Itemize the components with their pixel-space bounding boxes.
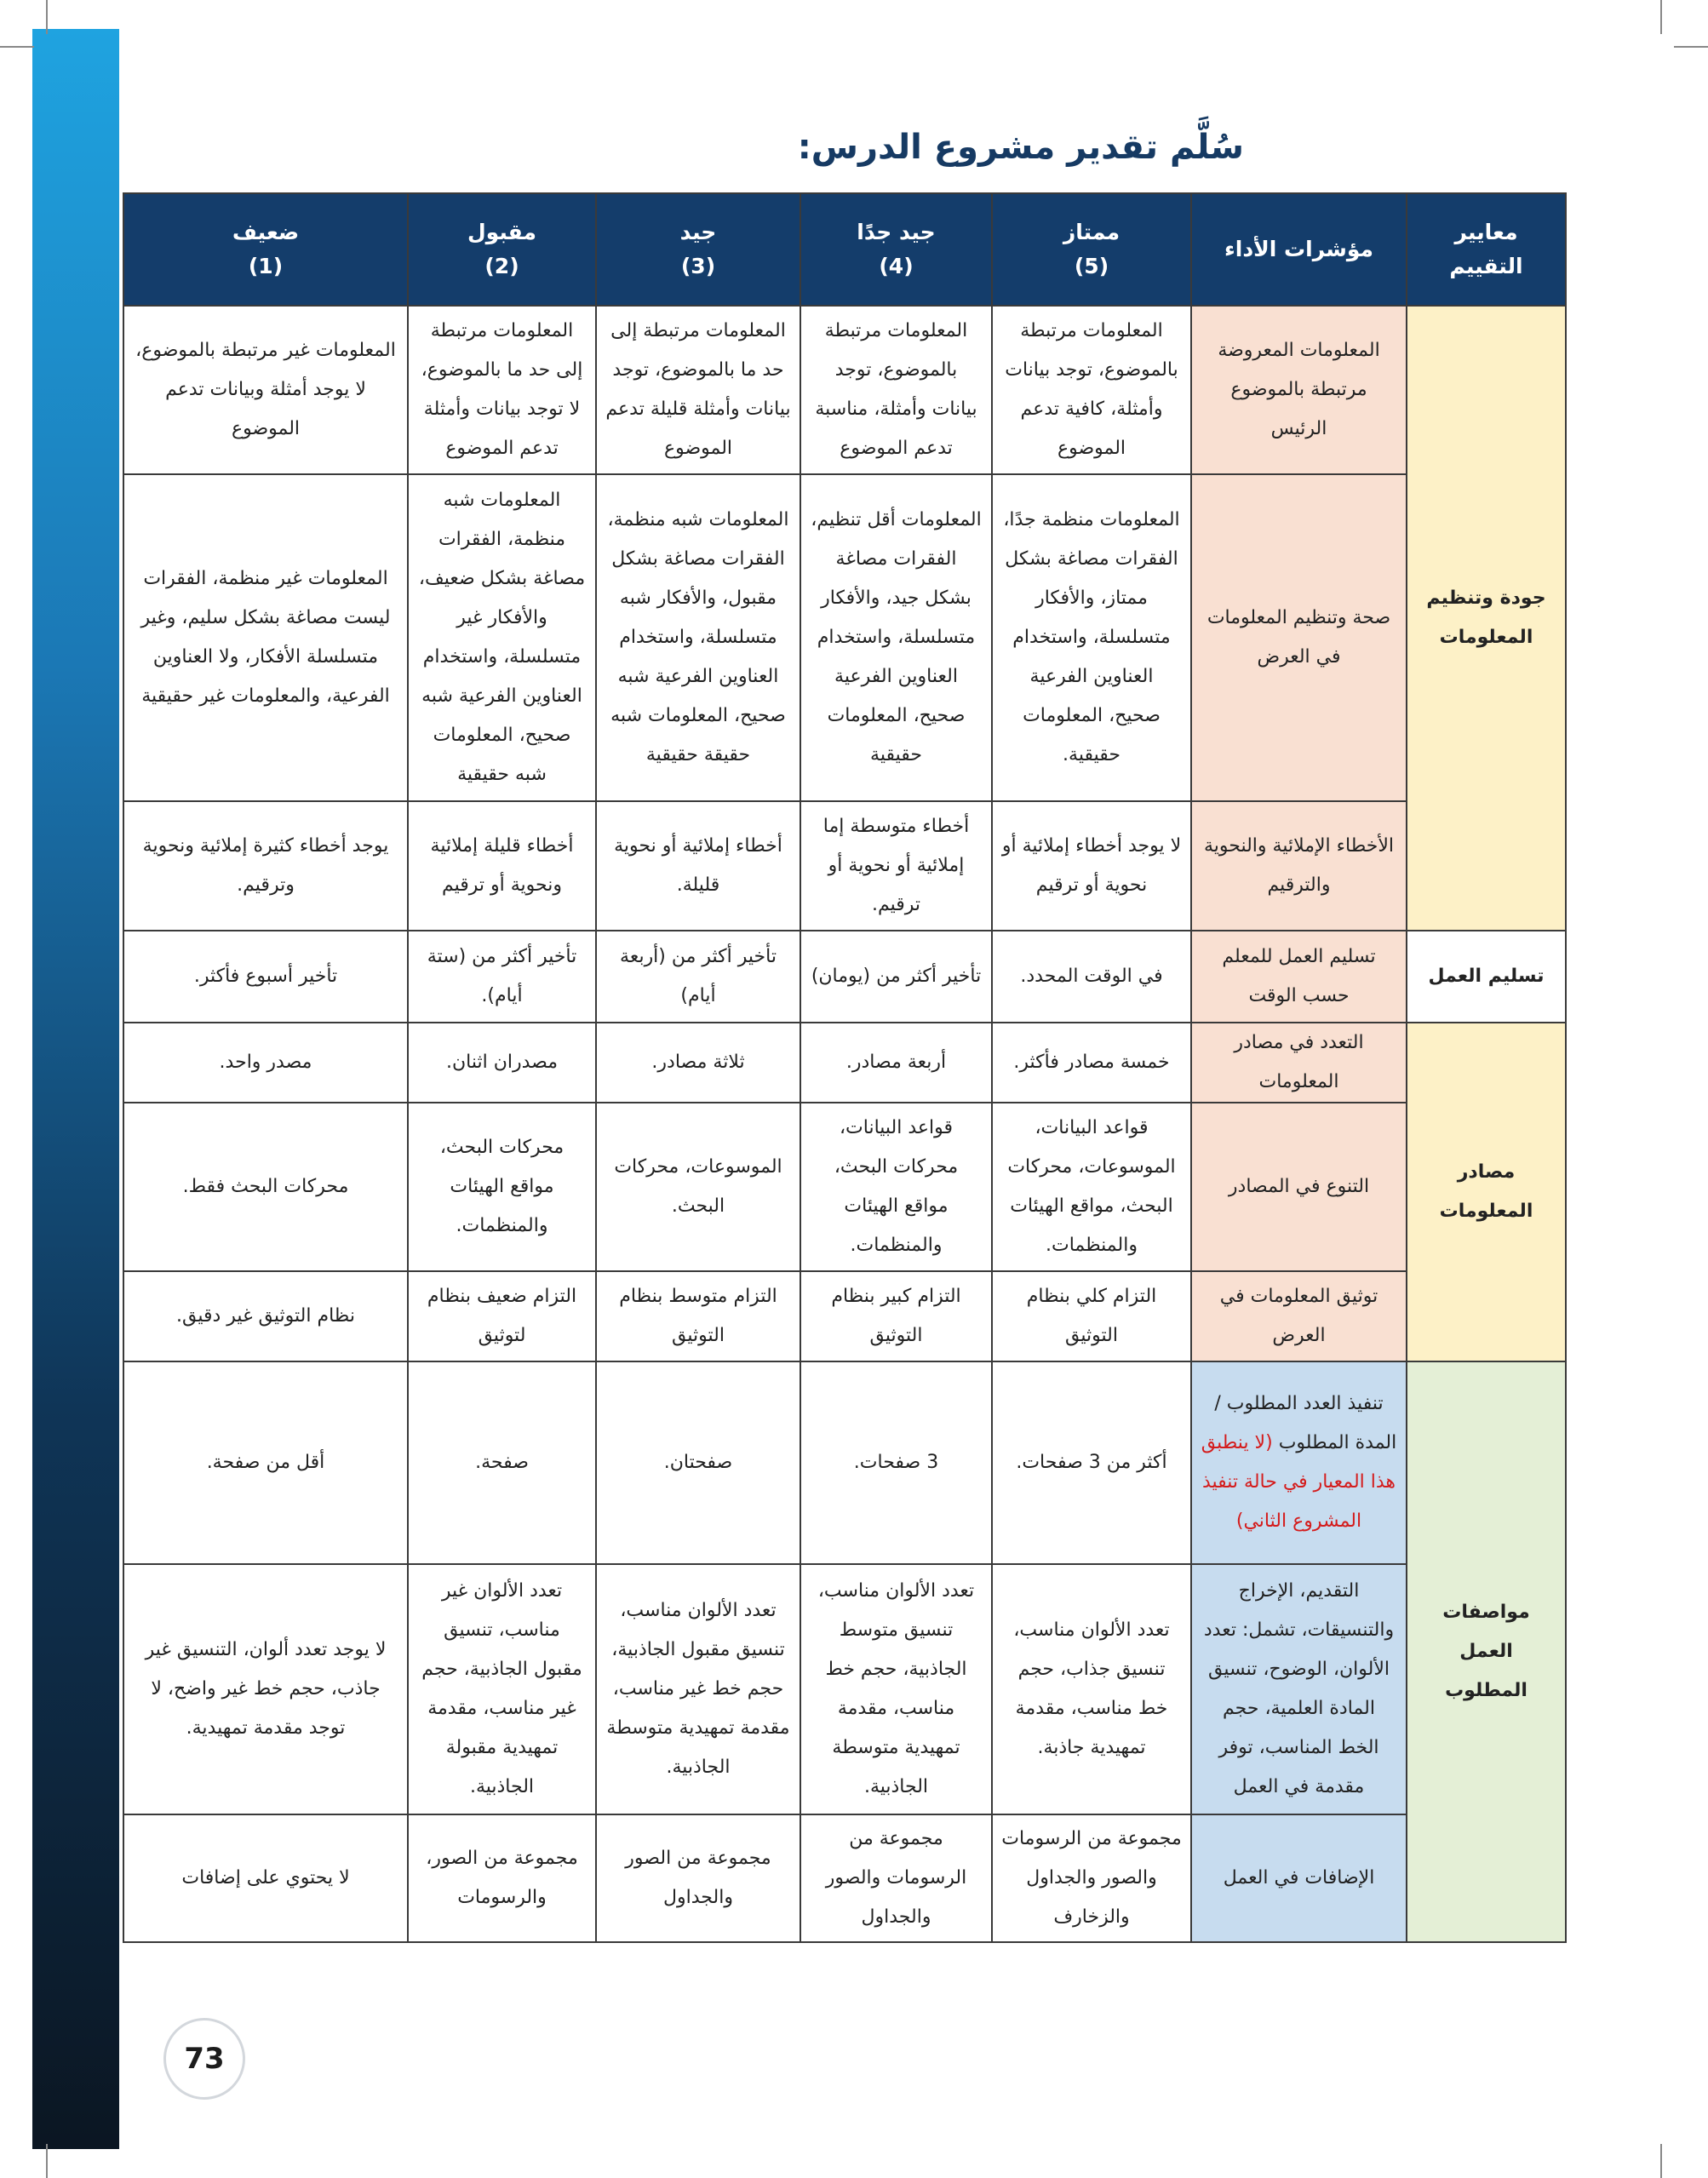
rating-cell: لا يحتوي على إضافات (123, 1814, 408, 1942)
rating-cell: تعدد الألوان مناسب، تنسيق جذاب، حجم خط مناسب، مقدمة تمهيدية جاذبة. (992, 1564, 1191, 1814)
rating-cell: المعلومات شبه منظمة، الفقرات مصاغة بشكل مقبول، والأفكار شبه متسلسلة، واستخدام العناوين الفرعية شبه صحيح، المعلومات شبه حقيقة حقيقية (596, 474, 800, 801)
rating-cell: مجموعة من الرسومات والصور والجداول والزخارف (992, 1814, 1191, 1942)
indicator-cell: المعلومات المعروضة مرتبطة بالموضوع الرئيس (1191, 306, 1407, 474)
rating-cell: يوجد أخطاء كثيرة إملائية ونحوية وترقيم. (123, 801, 408, 931)
rating-cell: أكثر من 3 صفحات. (992, 1361, 1191, 1564)
rating-cell: تأخير أكثر من (يومان) (800, 931, 992, 1023)
rating-cell: تأخير أكثر من (أربعة أيام) (596, 931, 800, 1023)
criterion-info-quality: جودة وتنظيم المعلومات (1407, 306, 1566, 931)
indicator-cell: التنوع في المصادر (1191, 1103, 1407, 1271)
rating-cell: التزام ضعيف بنظام لتوثيق (408, 1271, 596, 1361)
header-level-weak: ضعيف (1) (123, 193, 408, 306)
indicator-cell: التقديم، الإخراج والتنسيقات، تشمل: تعدد الألوان، الوضوح، تنسيق المادة العلمية، حجم الخط المناسب، توفر مقدمة في العمل (1191, 1564, 1407, 1814)
rating-cell: محركات البحث، مواقع الهيئات والمنظمات. (408, 1103, 596, 1271)
indicator-cell: الأخطاء الإملائية والنحوية والترقيم (1191, 801, 1407, 931)
decorative-sidebar (32, 29, 119, 2149)
indicator-cell: الإضافات في العمل (1191, 1814, 1407, 1942)
rating-cell: أخطاء إملائية أو نحوية قليلة. (596, 801, 800, 931)
criterion-sources: مصادر المعلومات (1407, 1023, 1566, 1361)
rating-cell: أربعة مصادر. (800, 1023, 992, 1103)
table-row (123, 931, 1566, 1023)
table-row (123, 1814, 1566, 1942)
rating-cell: المعلومات مرتبطة إلى حد ما بالموضوع، توجد بيانات وأمثلة قليلة تدعم الموضوع (596, 306, 800, 474)
rating-cell: تعدد الألوان غير مناسب، تنسيق مقبول الجاذبية، حجم غير مناسب، مقدمة تمهيدية مقبولة الجاذبية. (408, 1564, 596, 1814)
crop-mark (46, 2144, 48, 2178)
crop-mark (1660, 2144, 1662, 2178)
rating-cell: مصدر واحد. (123, 1023, 408, 1103)
rating-cell: المعلومات أقل تنظيم، الفقرات مصاغة بشكل جيد، والأفكار متسلسلة، واستخدام العناوين الفرعية صحيح، المعلومات حقيقية (800, 474, 992, 801)
table-row (123, 1103, 1566, 1271)
rating-cell: صفحة. (408, 1361, 596, 1564)
rating-cell: قواعد البيانات، الموسوعات، محركات البحث، مواقع الهيئات والمنظمات. (992, 1103, 1191, 1271)
rating-cell: لا يوجد أخطاء إملائية أو نحوية أو ترقيم (992, 801, 1191, 931)
rating-cell: نظام التوثيق غير دقيق. (123, 1271, 408, 1361)
rating-cell: قواعد البيانات، محركات البحث، مواقع الهيئات والمنظمات. (800, 1103, 992, 1271)
rating-cell: المعلومات مرتبطة إلى حد ما بالموضوع، لا توجد بيانات وأمثلة تدعم الموضوع (408, 306, 596, 474)
table-row (123, 306, 1566, 474)
rating-cell: مصدران اثنان. (408, 1023, 596, 1103)
rating-cell: مجموعة من الصور والجداول (596, 1814, 800, 1942)
indicator-cell: توثيق المعلومات في العرض (1191, 1271, 1407, 1361)
indicator-cell: تنفيذ العدد المطلوب / المدة المطلوب (لا ينطبق هذا المعيار في حالة تنفيذ المشروع الثاني) (1191, 1361, 1407, 1564)
crop-mark (1674, 46, 1708, 48)
rating-cell: مجموعة من الرسومات والصور والجداول (800, 1814, 992, 1942)
rating-cell: الموسوعات، محركات البحث. (596, 1103, 800, 1271)
crop-mark (0, 46, 34, 48)
rubric-table (123, 192, 1567, 1943)
header-level-good: جيد (3) (596, 193, 800, 306)
rating-cell: صفحتان. (596, 1361, 800, 1564)
table-row (123, 801, 1566, 931)
rating-cell: خمسة مصادر فأكثر. (992, 1023, 1191, 1103)
rating-cell: أخطاء قليلة إملائية ونحوية أو ترقيم (408, 801, 596, 931)
rating-cell: المعلومات منظمة جدًا، الفقرات مصاغة بشكل ممتاز، والأفكار متسلسلة، واستخدام العناوين الفرعية صحيح، المعلومات حقيقية. (992, 474, 1191, 801)
page-number: 73 (163, 2018, 245, 2100)
rating-cell: تعدد الألوان مناسب، تنسيق مقبول الجاذبية، حجم خط غير مناسب، مقدمة تمهيدية متوسطة الجاذبية. (596, 1564, 800, 1814)
rating-cell: المعلومات غير منظمة، الفقرات ليست مصاغة بشكل سليم، وغير متسلسلة الأفكار، ولا العناوين الفرعية، والمعلومات غير حقيقية (123, 474, 408, 801)
indicator-cell: التعدد في مصادر المعلومات (1191, 1023, 1407, 1103)
criterion-submission: تسليم العمل (1407, 931, 1566, 1023)
page-title: سُلَّم تقدير مشروع الدرس: (797, 128, 1244, 167)
rating-cell: أخطاء متوسطة إما إملائية أو نحوية أو ترقيم. (800, 801, 992, 931)
rating-cell: تأخير أسبوع فأكثر. (123, 931, 408, 1023)
table-row (123, 1361, 1566, 1564)
crop-mark (46, 0, 48, 34)
indicator-note: (لا ينطبق هذا المعيار في حالة تنفيذ المشروع الثاني) (1201, 1432, 1396, 1532)
header-row (123, 193, 1566, 306)
rating-cell: مجموعة من الصور، والرسومات (408, 1814, 596, 1942)
rating-cell: محركات البحث فقط. (123, 1103, 408, 1271)
header-level-excellent: ممتاز (5) (992, 193, 1191, 306)
rating-cell: ثلاثة مصادر. (596, 1023, 800, 1103)
rating-cell: التزام كلي بنظام التوثيق (992, 1271, 1191, 1361)
indicator-cell: تسليم العمل للمعلم حسب الوقت (1191, 931, 1407, 1023)
rating-cell: في الوقت المحدد. (992, 931, 1191, 1023)
header-level-very-good: جيد جدًا (4) (800, 193, 992, 306)
rating-cell: المعلومات مرتبطة بالموضوع، توجد بيانات وأمثلة، كافية تدعم الموضوع (992, 306, 1191, 474)
rating-cell: تأخير أكثر من (ستة أيام). (408, 931, 596, 1023)
criterion-specs: مواصفات العمل المطلوب (1407, 1361, 1566, 1942)
table-row (123, 1271, 1566, 1361)
rating-cell: المعلومات مرتبطة بالموضوع، توجد بيانات وأمثلة، مناسبة تدعم الموضوع (800, 306, 992, 474)
crop-mark (1660, 0, 1662, 34)
table-row (123, 1564, 1566, 1814)
rating-cell: التزام متوسط بنظام التوثيق (596, 1271, 800, 1361)
rating-cell: أقل من صفحة. (123, 1361, 408, 1564)
rating-cell: لا يوجد تعدد ألوان، التنسيق غير جاذب، حجم خط غير واضح، لا توجد مقدمة تمهيدية. (123, 1564, 408, 1814)
rating-cell: 3 صفحات. (800, 1361, 992, 1564)
rating-cell: المعلومات شبه منظمة، الفقرات مصاغة بشكل ضعيف، والأفكار غير متسلسلة، واستخدام العناوين الفرعية شبه صحيح، المعلومات شبه حقيقية (408, 474, 596, 801)
rating-cell: تعدد الألوان مناسب، تنسيق متوسط الجاذبية، حجم خط مناسب، مقدمة تمهيدية متوسطة الجاذبية. (800, 1564, 992, 1814)
header-criteria: معايير التقييم (1407, 193, 1566, 306)
rating-cell: المعلومات غير مرتبطة بالموضوع، لا يوجد أمثلة وبيانات تدعم الموضوع (123, 306, 408, 474)
table-row (123, 1023, 1566, 1103)
header-level-acceptable: مقبول (2) (408, 193, 596, 306)
table-row (123, 474, 1566, 801)
indicator-cell: صحة وتنظيم المعلومات في العرض (1191, 474, 1407, 801)
header-indicators: مؤشرات الأداء (1191, 193, 1407, 306)
rating-cell: التزام كبير بنظام التوثيق (800, 1271, 992, 1361)
